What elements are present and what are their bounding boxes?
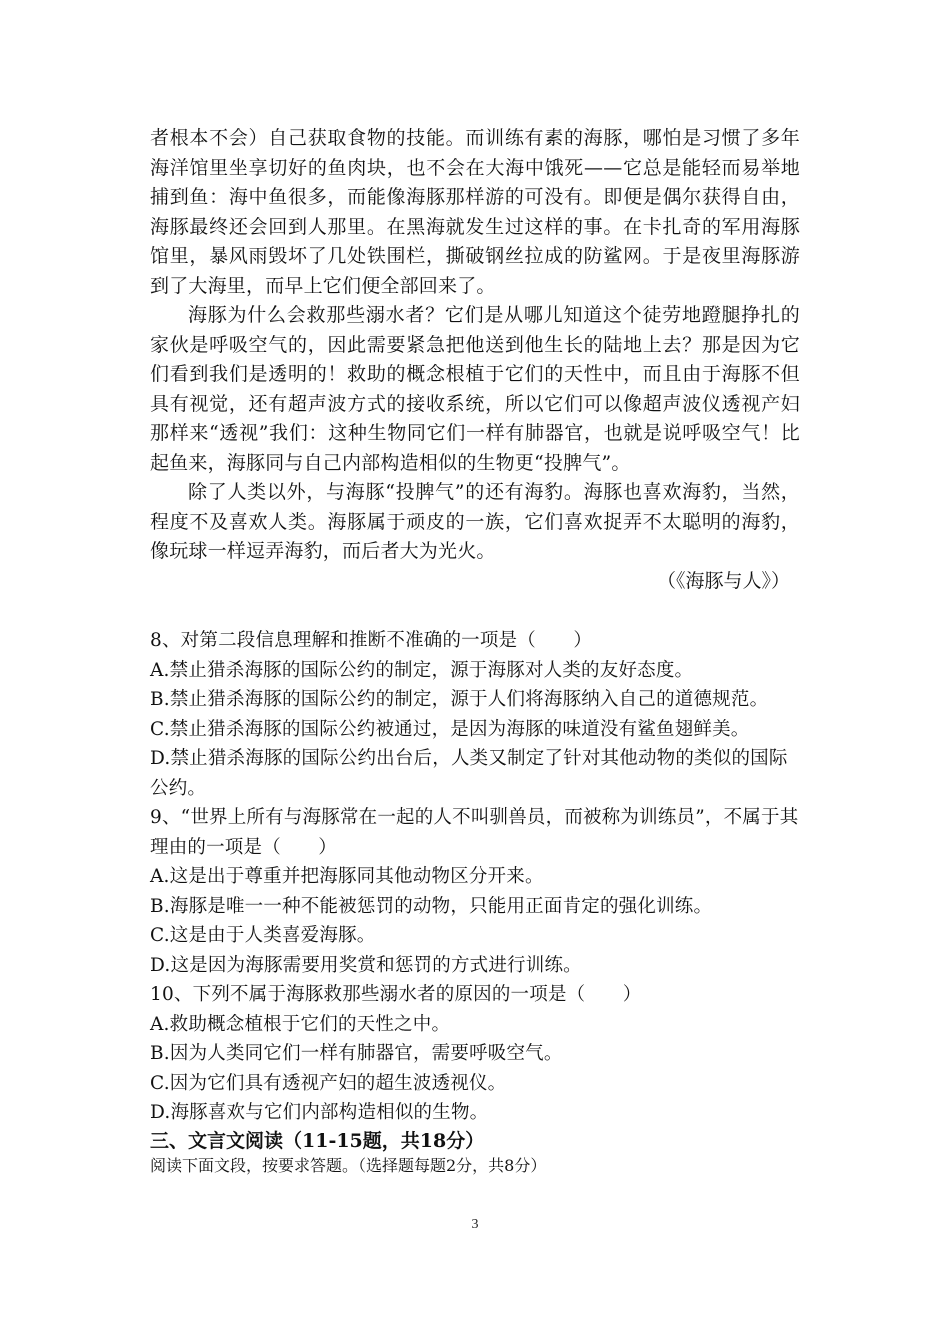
question-option: D.这是因为海豚需要用奖赏和惩罚的方式进行训练。: [150, 954, 582, 976]
question-option: A.禁止猎杀海豚的国际公约的制定，源于海豚对人类的友好态度。: [150, 659, 694, 681]
question-option: D.海豚喜欢与它们内部构造相似的生物。: [150, 1102, 489, 1123]
passage-paragraph-3: 除了人类以外，与海豚“投脾气”的还有海豹。海豚也喜欢海豹，当然，程度不及喜欢人类。海豚属于顽皮的一族，它们喜欢捉弄不太聪明的海豹，像玩球一样逗弄海豹，而后者大为光火。: [150, 481, 800, 562]
question-stem: 8、对第二段信息理解和推断不准确的一项是（ ）: [150, 630, 593, 651]
page-content: [150, 124, 800, 1178]
passage-source: （《海豚与人》）: [656, 569, 790, 592]
question-option: B.海豚是唯一一种不能被惩罚的动物，只能用正面肯定的强化训练。: [150, 895, 713, 917]
questions-block: [150, 626, 800, 1128]
question-9: [150, 803, 800, 980]
question-option: B.因为人类同它们一样有肺器官，需要呼吸空气。: [150, 1043, 563, 1064]
question-stem: 9、“世界上所有与海豚常在一起的人不叫驯兽员，而被称为训练员”，不属于其理由的一项是（ ）: [150, 807, 799, 858]
question-option: A.救助概念植根于它们的天性之中。: [150, 1013, 451, 1035]
page-number: 3: [471, 1217, 479, 1232]
question-option: D.禁止猎杀海豚的国际公约出台后，人类又制定了针对其他动物的类似的国际公约。: [150, 748, 788, 799]
passage-paragraph-2: 海豚为什么会救那些溺水者？它们是从哪儿知道这个徒劳地蹬腿挣扎的家伙是呼吸空气的，因此需要紧急把他送到他生长的陆地上去？那是因为它们看到我们是透明的！救助的概念根植于它们的天性中，而且由于海豚不但具有视觉，还有超声波方式的接收系统，所以它们可以像超声波仪透视产妇那样来“透视”我们：这种生物同它们一样有肺器官，也就是说呼吸空气！比起鱼来，海豚同与自己内部构造相似的生物更“投脾气”。: [150, 304, 800, 474]
section-instruction: 阅读下面文段，按要求答题。（选择题每题2分，共8分）: [150, 1155, 547, 1175]
question-option: A.这是出于尊重并把海豚同其他动物区分开来。: [150, 866, 544, 887]
question-stem: 10、下列不属于海豚救那些溺水者的原因的一项是（ ）: [150, 984, 642, 1005]
question-option: C.这是由于人类喜爱海豚。: [150, 925, 376, 946]
section-heading: 三、文言文阅读（11-15题，共18分）: [150, 1129, 485, 1152]
question-8: [150, 626, 800, 803]
question-option: B.禁止猎杀海豚的国际公约的制定，源于人们将海豚纳入自己的道德规范。: [150, 689, 769, 710]
passage-paragraph-1: 者根本不会）自己获取食物的技能。而训练有素的海豚，哪怕是习惯了多年海洋馆里坐享切好的鱼肉块，也不会在大海中饿死——它总是能轻而易举地捕到鱼：海中鱼很多，而能像海豚那样游的可没有。即便是偶尔获得自由，海豚最终还会回到人那里。在黑海就发生过这样的事。在卡扎奇的军用海豚馆里，暴风雨毁坏了几处铁围栏，撕破钢丝拉成的防鲨网。于是夜里海豚游到了大海里，而早上它们便全部回来了。: [150, 127, 800, 297]
question-option: C.禁止猎杀海豚的国际公约被通过，是因为海豚的味道没有鲨鱼翅鲜美。: [150, 718, 750, 740]
question-10: [150, 980, 800, 1128]
question-option: C.因为它们具有透视产妇的超生波透视仪。: [150, 1072, 507, 1094]
